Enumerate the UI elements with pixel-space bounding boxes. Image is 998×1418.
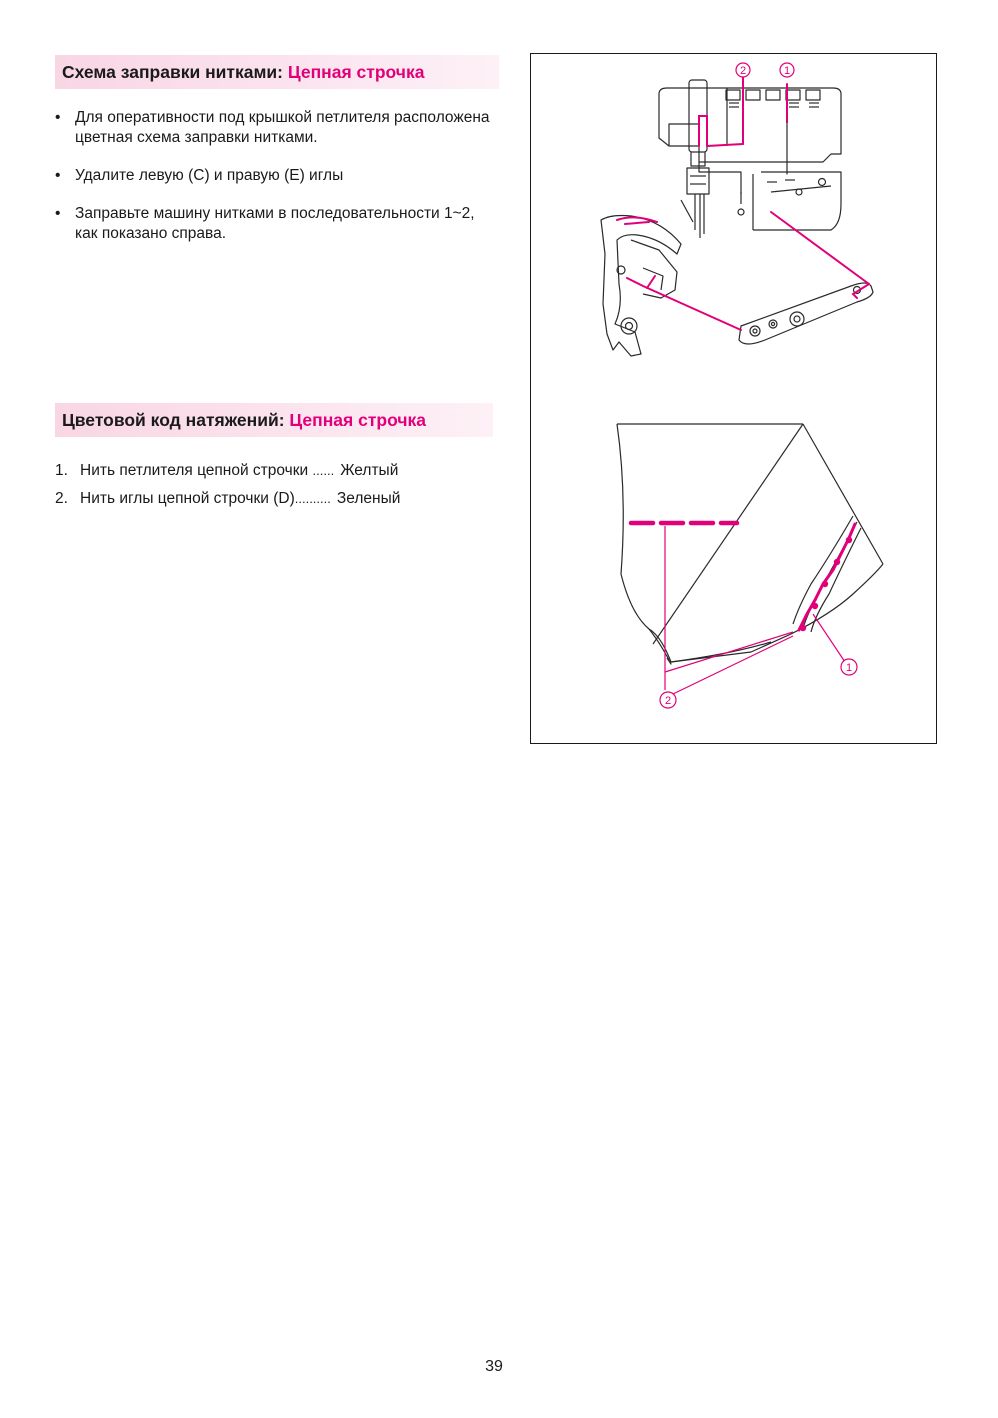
color-value: Зеленый bbox=[336, 490, 401, 507]
looper-thread-line bbox=[771, 212, 869, 284]
instruction-list bbox=[55, 108, 495, 262]
callout-top-1 bbox=[780, 63, 794, 77]
tension-code-list bbox=[55, 457, 495, 513]
heading-prefix: Схема заправки нитками: bbox=[62, 62, 283, 82]
list-item: • Для оперативности под крышкой петлителя расположена цветная схема заправки нитками. bbox=[55, 109, 490, 146]
bullet-icon: • bbox=[55, 205, 61, 222]
section-heading-threading bbox=[55, 55, 499, 89]
svg-text:2: 2 bbox=[739, 65, 747, 77]
list-item: 1. Нить петлителя цепной строчки ...... Желтый bbox=[55, 457, 495, 485]
svg-text:1: 1 bbox=[783, 65, 791, 77]
list-item: 2. Нить иглы цепной строчки (D).......... Зеленый bbox=[55, 485, 495, 513]
bullet-icon: • bbox=[55, 167, 61, 184]
threading-diagram bbox=[531, 54, 938, 745]
thread-paths-top bbox=[617, 77, 869, 330]
callout-bottom-1 bbox=[841, 659, 857, 675]
color-value: Желтый bbox=[340, 462, 399, 479]
looper-thread-lower bbox=[627, 278, 741, 330]
svg-text:1: 1 bbox=[845, 662, 853, 674]
section-heading-tension-code bbox=[55, 403, 493, 437]
callout-bottom-2 bbox=[660, 692, 676, 708]
list-item: • Удалите левую (C) и правую (E) иглы bbox=[55, 167, 344, 184]
list-item: • Заправьте машину нитками в последовательности 1~2, как показано справа. bbox=[55, 205, 475, 242]
threading-diagram-frame bbox=[530, 53, 937, 744]
svg-text:2: 2 bbox=[664, 695, 672, 707]
page-number: 39 bbox=[485, 1358, 503, 1375]
bullet-icon: • bbox=[55, 109, 61, 126]
heading-accent: Цепная строчка bbox=[287, 62, 425, 82]
callout-top-2 bbox=[736, 63, 750, 77]
fabric-diagram bbox=[617, 424, 883, 664]
heading-prefix: Цветовой код натяжений: bbox=[62, 410, 285, 430]
needle-thread-loop bbox=[699, 116, 707, 146]
heading-accent: Цепная строчка bbox=[289, 410, 426, 430]
thread-paths-bottom bbox=[631, 523, 855, 694]
